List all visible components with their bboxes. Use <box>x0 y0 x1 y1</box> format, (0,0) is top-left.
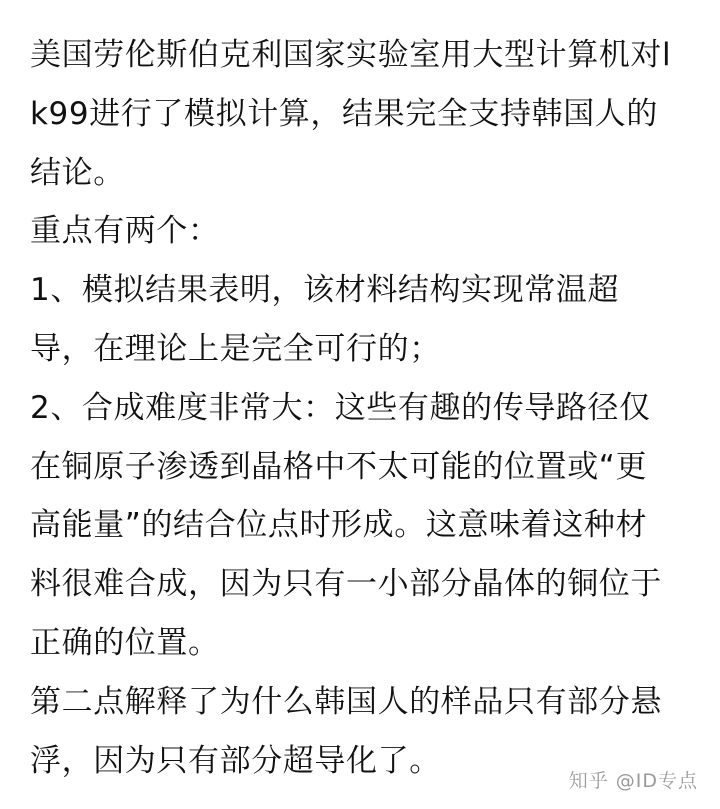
text-line: 在铜原子渗透到晶格中不太可能的位置或“更 <box>30 448 648 485</box>
text-line: 第二点解释了为什么韩国人的样品只有部分悬 <box>30 683 662 720</box>
text-line: 美国劳伦斯伯克利国家实验室用大型计算机对l <box>30 37 672 73</box>
text-line: 高能量”的结合位点时形成。这意味着这种材 <box>30 507 648 544</box>
text-line: 重点有两个： <box>30 213 220 250</box>
text-line: 浮，因为只有部分超导化了。 <box>30 742 441 779</box>
text-line: 结论。 <box>30 154 125 191</box>
text-line: 料很难合成，因为只有一小部分晶体的铜位于 <box>30 566 662 603</box>
text-line: 1、模拟结果表明，该材料结构实现常温超 <box>30 272 620 309</box>
text-line: 正确的位置。 <box>30 624 220 661</box>
text-line: k99进行了模拟计算，结果完全支持韩国人的 <box>30 95 658 132</box>
text-line: 导，在理论上是完全可行的； <box>30 330 441 367</box>
zhihu-watermark: 知乎 @ID专点 <box>568 770 698 792</box>
article-text <box>30 26 702 790</box>
text-line: 2、合成难度非常大：这些有趣的传导路径仅 <box>30 389 651 426</box>
